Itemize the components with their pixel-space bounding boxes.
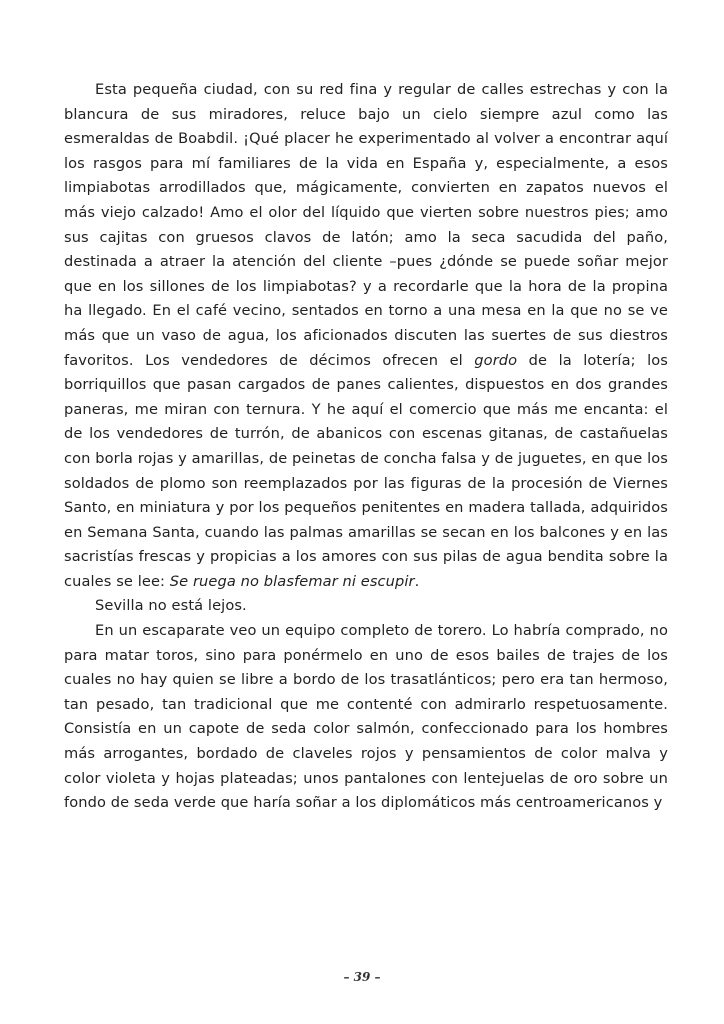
paragraph-3 [64,619,668,816]
paragraph-1-text-1: Esta pequeña ciudad, con su red fina y regular de calles estrechas y con la blancura de sus miradores, reluce bajo un cielo siempre azul como las esmeraldas de Boabdil. ¡Qué placer he experimentado al volver a encontrar aquí los rasgos para mí familiares de la vida en España y, especialmente, a esos limpiabotas arrodillados que, mágicamente, convierten en zapatos nuevos el más viejo calzado! Amo el olor del líquido que vierten sobre nuestros pies; amo sus cajitas con gruesos clavos de latón; amo la seca sacudida del paño, destinada a atraer la atención del cliente –pues ¿dónde se puede soñar mejor que en los sillones de los limpiabotas? y a recordarle que la hora de la propina ha llegado. En el café vecino, sentados en torno a una mesa en la que no se ve más que un vaso de agua, los aficionados discuten las suertes de sus diestros favoritos. Los vendedores de décimos ofrecen el [64,81,668,369]
paragraph-1-text-3: . [414,572,420,590]
paragraph-1 [64,78,668,594]
page-number: – 39 – [343,970,381,984]
paragraph-1-text-2: de la lotería; los borriquillos que pasan cargados de panes calientes, dispuestos en dos grandes paneras, me miran con ternura. Y he aquí el comercio que más me encanta: el de los vendedores de turrón, de abanicos con escenas gitanas, de castañuelas con borla rojas y amarillas, de peinetas de concha falsa y de juguetes, en que los soldados de plomo son reemplazados por las figuras de la procesión de Viernes Santo, en miniatura y por los pequeños penitentes en madera tallada, adquiridos en Semana Santa, cuando las palmas amarillas se secan en los balcones y en las sacristías frescas y propicias a los amores con sus pilas de agua bendita sobre la cuales se lee: [64,351,668,590]
paragraph-1-italic-sign: Se ruega no blasfemar ni escupir [169,572,415,590]
paragraph-2 [64,594,668,619]
paragraph-1-italic-gordo: gordo [474,351,518,369]
paragraph-3-text: En un escaparate veo un equipo completo de torero. Lo habría comprado, no para matar toros, sino para ponérmelo en uno de esos bailes de trajes de los cuales no hay quien se libre a bordo de los trasatlánticos; pero era tan hermoso, tan pesado, tan tradicional que me contenté con admirarlo respetuosamente. Consistía en un capote de seda color salmón, confeccionado para los hombres más arrogantes, bordado de claveles rojos y pensamientos de color malva y color violeta y hojas plateadas; unos pantalones con lentejuelas de oro sobre un fondo de seda verde que haría soñar a los diplomáticos más centroamericanos y [64,622,668,812]
paragraph-2-text: Sevilla no está lejos. [95,597,247,615]
page-body [64,78,668,816]
